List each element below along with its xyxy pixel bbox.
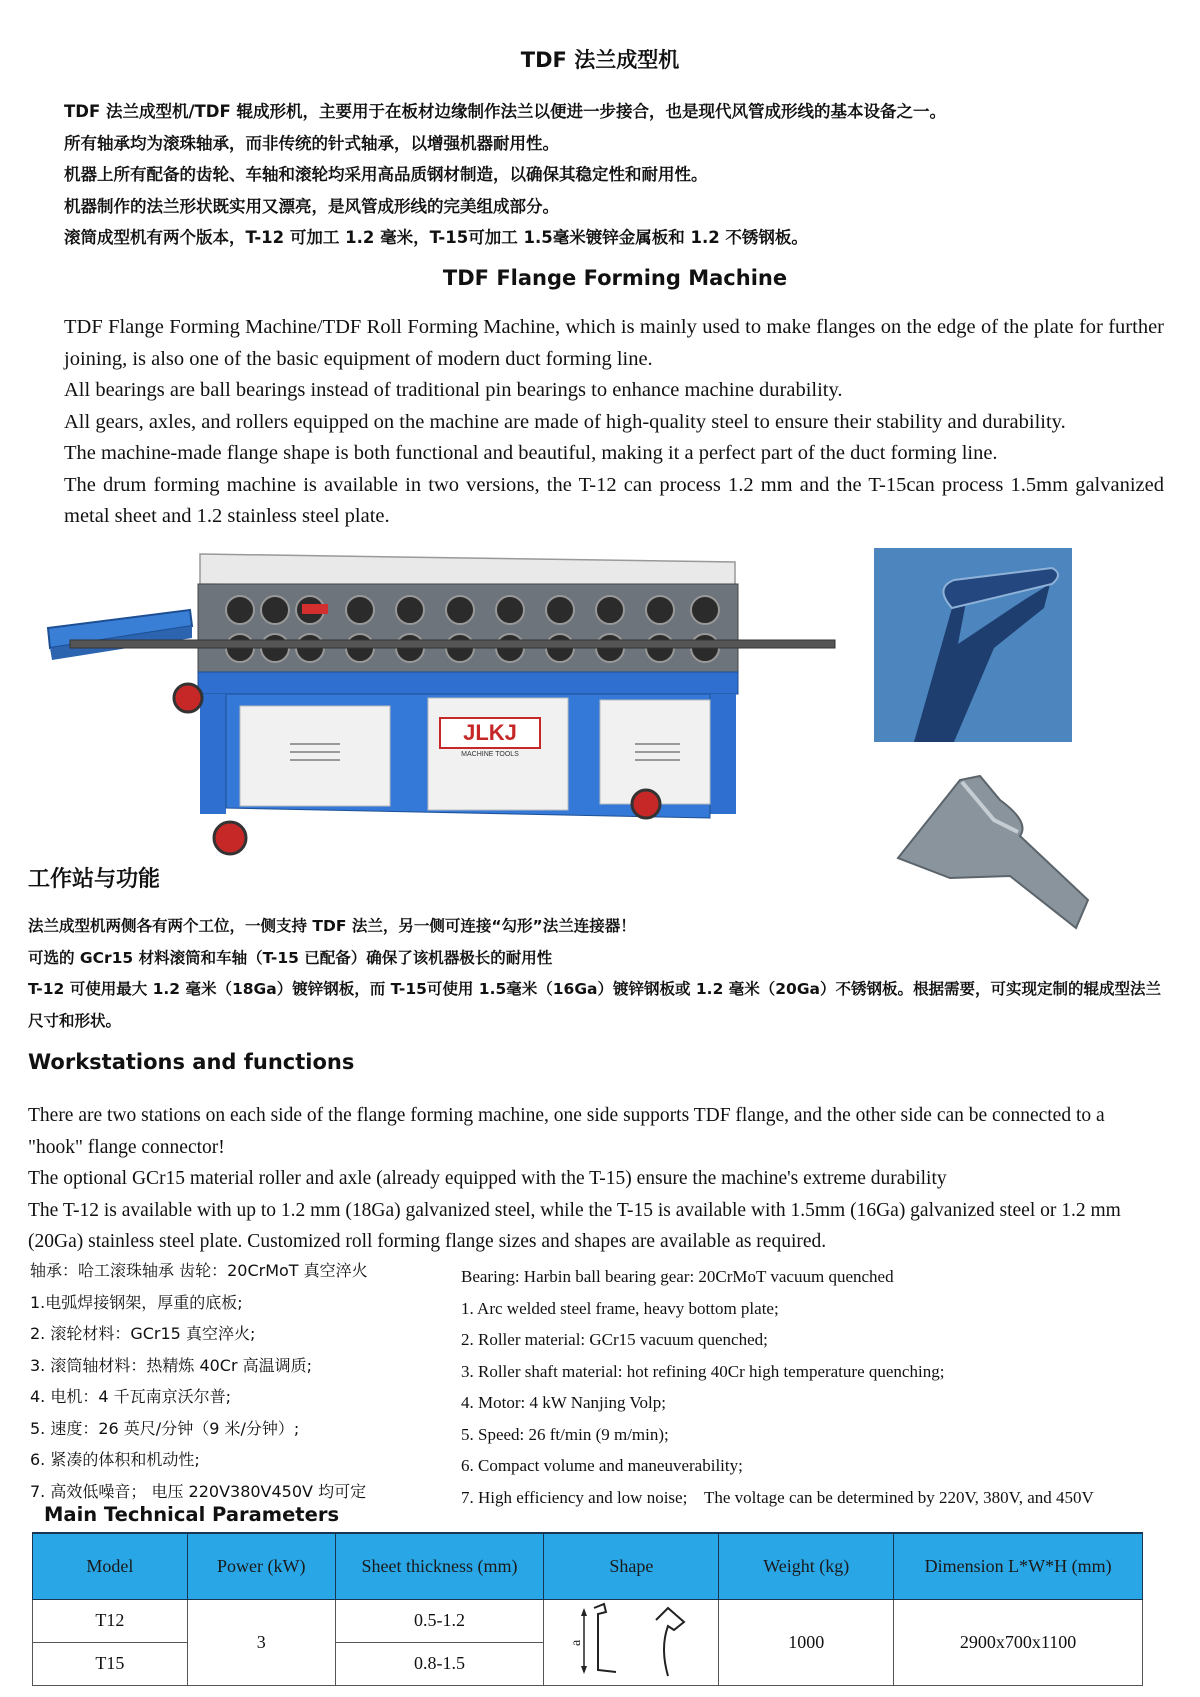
cell-model: T15 — [33, 1642, 188, 1685]
cell-thickness: 0.8-1.5 — [335, 1642, 544, 1685]
page-title-cn: TDF 法兰成型机 — [520, 48, 680, 72]
params-table — [32, 1532, 1143, 1686]
cell-dimension: 2900x700x1100 — [894, 1599, 1143, 1685]
intro-en-paragraph: The machine-made flange shape is both functional and beautiful, making it a perfect part of the duct forming line. — [64, 442, 998, 464]
page-title-en: TDF Flange Forming Machine — [442, 266, 788, 290]
spec-en-item: Bearing: Harbin ball bearing gear: 20CrMoT vacuum quenched — [461, 1267, 894, 1286]
workstations-cn-line: T-12 可使用最大 1.2 毫米（18Ga）镀锌钢板，而 T-15可使用 1.5毫米（16Ga）镀锌钢板或 1.2 毫米（20Ga）不锈钢板。根据需要，可实现定制的辊成型法兰尺寸和形状。 — [28, 980, 1162, 1030]
cell-weight: 1000 — [719, 1599, 894, 1685]
spec-cn-item: 7. 高效低噪音； 电压 220V380V450V 均可定 — [30, 1481, 367, 1501]
col-thickness: Sheet thickness (mm) — [335, 1533, 544, 1599]
workstations-cn-line: 可选的 GCr15 材料滚筒和车轴（T-15 已配备）确保了该机器极长的耐用性 — [28, 948, 553, 967]
table-row — [33, 1599, 1143, 1642]
intro-cn-line: 机器上所有配备的齿轮、车轴和滚轮均采用高品质钢材制造，以确保其稳定性和耐用性。 — [64, 165, 708, 184]
spec-cn-item: 2. 滚轮材料：GCr15 真空淬火; — [30, 1324, 256, 1343]
shape-dim-label: a — [569, 1639, 585, 1646]
spec-cn-item: 1.电弧焊接钢架，厚重的底板; — [30, 1292, 243, 1312]
intro-en-paragraph: TDF Flange Forming Machine/TDF Roll Forming Machine, which is mainly used to make flanges on the edge of the plate for further joining, is also one of the basic equipment of modern duct forming line. — [64, 316, 1164, 370]
flange-shape-diagram — [556, 1600, 706, 1680]
intro-en-paragraph: All bearings are ball bearings instead of traditional pin bearings to enhance machine durability. — [64, 379, 843, 401]
spec-cn-item: 5. 速度：26 英尺/分钟（9 米/分钟）; — [30, 1418, 300, 1438]
workstations-en-heading: Workstations and functions — [28, 1050, 355, 1074]
intro-en-paragraph: The drum forming machine is available in two versions, the T-12 can process 1.2 mm and the T-15can process 1.5mm galvanized metal sheet and 1.2 stainless steel plate. — [64, 473, 1164, 527]
params-title: Main Technical Parameters — [44, 1503, 340, 1526]
specs-cn — [30, 1255, 460, 1507]
cell-shape — [544, 1599, 719, 1685]
flange-photo-1 — [874, 548, 1072, 742]
col-shape: Shape — [544, 1533, 719, 1599]
col-dimension: Dimension L*W*H (mm) — [894, 1533, 1143, 1599]
machine-photo — [40, 548, 840, 868]
specs-en — [461, 1261, 1161, 1513]
workstations-cn-heading: 工作站与功能 — [28, 867, 161, 892]
spec-en-item: 1. Arc welded steel frame, heavy bottom plate; — [461, 1298, 779, 1318]
cell-model: T12 — [33, 1599, 188, 1642]
workstations-en-paragraph: There are two stations on each side of the flange forming machine, one side supports TDF flange, and the other side can be connected to a "hook" flange connector! — [28, 1105, 1105, 1158]
intro-cn-line: 所有轴承均为滚珠轴承，而非传统的针式轴承，以增强机器耐用性。 — [64, 133, 559, 153]
workstations-en-paragraph: The optional GCr15 material roller and axle (already equipped with the T-15) ensure the machine's extreme durability — [28, 1168, 947, 1189]
spec-cn-item: 轴承：哈工滚珠轴承 齿轮：20CrMoT 真空淬火 — [30, 1261, 368, 1280]
spec-cn-item: 4. 电机：4 千瓦南京沃尔普; — [30, 1387, 232, 1406]
spec-en-item: 6. Compact volume and maneuverability; — [461, 1456, 743, 1475]
flange-photo-2 — [890, 760, 1090, 935]
intro-en — [64, 312, 1164, 533]
intro-cn — [64, 96, 1174, 254]
machine-logo: JLKJ — [463, 720, 517, 745]
cell-thickness: 0.5-1.2 — [335, 1599, 544, 1642]
spec-cn-item: 6. 紧凑的体积和机动性; — [30, 1450, 200, 1469]
spec-en-item: 2. Roller material: GCr15 vacuum quenched; — [461, 1330, 768, 1349]
spec-en-item: 5. Speed: 26 ft/min (9 m/min); — [461, 1424, 669, 1444]
intro-cn-line: 滚筒成型机有两个版本，T-12 可加工 1.2 毫米，T-15可加工 1.5毫米镀锌金属板和 1.2 不锈钢板。 — [64, 228, 808, 247]
spec-en-item: 3. Roller shaft material: hot refining 40Cr high temperature quenching; — [461, 1361, 945, 1381]
table-header-row — [33, 1533, 1143, 1599]
workstations-en-paragraph: The T-12 is available with up to 1.2 mm (18Ga) galvanized steel, while the T-15 is available with 1.5mm (16Ga) galvanized steel or 1.2 mm (20Ga) stainless steel plate. Customized roll forming flange sizes and shapes are available as required. — [28, 1199, 1121, 1252]
spec-cn-item: 3. 滚筒轴材料：热精炼 40Cr 高温调质; — [30, 1355, 313, 1375]
col-model: Model — [33, 1533, 188, 1599]
workstations-cn — [28, 911, 1168, 1037]
intro-cn-line: 机器制作的法兰形状既实用又漂亮，是风管成形线的完美组成部分。 — [64, 196, 559, 216]
workstations-cn-line: 法兰成型机两侧各有两个工位，一侧支持 TDF 法兰，另一侧可连接“勾形”法兰连接器！ — [28, 917, 636, 935]
intro-cn-line: TDF 法兰成型机/TDF 辊成形机，主要用于在板材边缘制作法兰以便进一步接合，也是现代风管成形线的基本设备之一。 — [64, 102, 946, 121]
intro-en-paragraph: All gears, axles, and rollers equipped on the machine are made of high-quality steel to ensure their stability and durability. — [64, 410, 1066, 433]
cell-power: 3 — [187, 1599, 335, 1685]
spec-en-item: 7. High efficiency and low noise; The voltage can be determined by 220V, 380V, and 450V — [461, 1487, 1094, 1507]
workstations-en — [28, 1100, 1158, 1258]
machine-logo-sub: MACHINE TOOLS — [461, 751, 519, 758]
spec-en-item: 4. Motor: 4 kW Nanjing Volp; — [461, 1393, 666, 1412]
col-power: Power (kW) — [187, 1533, 335, 1599]
col-weight: Weight (kg) — [719, 1533, 894, 1599]
